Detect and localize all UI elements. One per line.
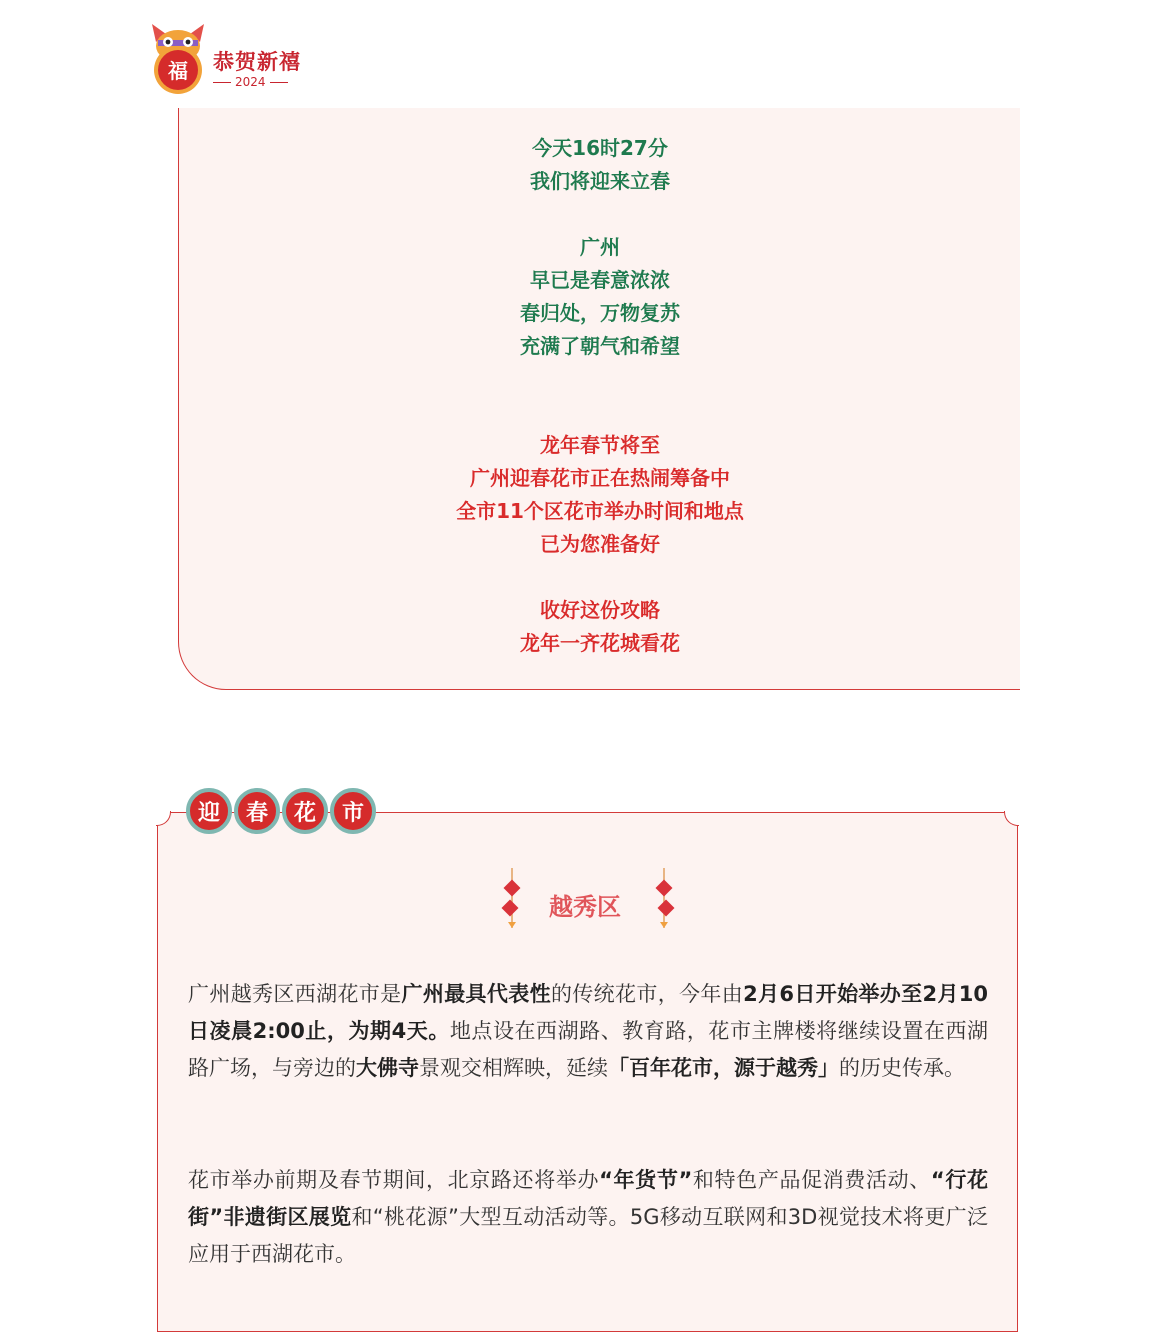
district-description-paragraph: 广州越秀区西湖花市是广州最具代表性的传统花市，今年由2月6日开始举办至2月10日凌晨2:00止，为期4天。地点设在西湖路、教育路，花市主牌楼将继续设置在西湖路广场，与旁边的大佛寺景观交相辉映，延续「百年花市，源于越秀」的历史传承。 xyxy=(188,982,989,1080)
lion-dance-mascot-icon xyxy=(150,22,206,98)
intro-line: 我们将迎来立春 xyxy=(530,169,670,193)
intro-line: 春归处，万物复苏 xyxy=(520,301,680,325)
intro-text xyxy=(179,132,1021,660)
section-heading-badges xyxy=(186,788,376,834)
intro-line: 今天16时27分 xyxy=(532,136,668,160)
heading-badge: 市 xyxy=(330,788,376,834)
highlight-text: “年货节” xyxy=(599,1168,693,1192)
intro-line: 已为您准备好 xyxy=(540,532,660,556)
fu-character: 福 xyxy=(168,59,188,83)
highlight-text: 「百年花市，源于越秀」 xyxy=(608,1056,839,1080)
intro-line: 龙年一齐花城看花 xyxy=(520,631,680,655)
heading-badge: 迎 xyxy=(186,788,232,834)
logo-title: 恭贺新禧 xyxy=(213,50,301,74)
intro-line: 广州迎春花市正在热闹筹备中 xyxy=(470,466,730,490)
festival-logo xyxy=(150,22,310,98)
intro-panel xyxy=(178,108,1020,690)
heading-badge: 春 xyxy=(234,788,280,834)
intro-line: 收好这份攻略 xyxy=(540,598,660,622)
district-title xyxy=(490,868,690,930)
logo-year: 2024 xyxy=(235,75,266,89)
district-activities-paragraph: 花市举办前期及春节期间，北京路还将举办“年货节”和特色产品促消费活动、“行花街”非遗街区展览和“桃花源”大型互动活动等。5G移动互联网和3D视觉技术将更广泛应用于西湖花市。 xyxy=(188,1168,988,1266)
intro-line: 早已是春意浓浓 xyxy=(530,268,670,292)
highlight-text: 2月6日开始举办至2月10日凌晨2:00止，为期4天。 xyxy=(188,982,989,1043)
highlight-text: 大佛寺 xyxy=(356,1056,419,1080)
district-name: 越秀区 xyxy=(549,893,621,921)
intro-line: 全市11个区花市举办时间和地点 xyxy=(456,499,744,523)
divider-line xyxy=(213,82,231,83)
divider-line xyxy=(270,82,288,83)
intro-line: 广州 xyxy=(580,235,620,259)
logo-year-row xyxy=(213,75,288,89)
intro-line: 充满了朝气和希望 xyxy=(520,334,680,358)
intro-line: 龙年春节将至 xyxy=(540,433,660,457)
highlight-text: “行花街”非遗街区展览 xyxy=(188,1168,988,1229)
highlight-text: 广州最具代表性 xyxy=(401,982,551,1006)
heading-badge: 花 xyxy=(282,788,328,834)
firecracker-right-icon xyxy=(650,868,680,930)
